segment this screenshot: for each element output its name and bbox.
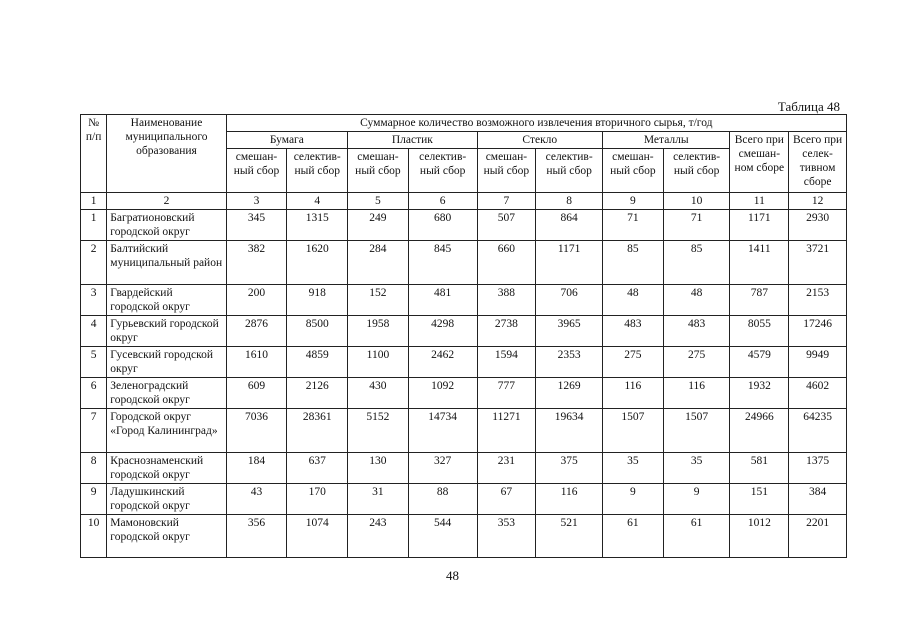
value-cell: 35	[663, 453, 730, 484]
value-cell: 1620	[287, 241, 348, 285]
table-row	[81, 409, 847, 453]
value-cell: 31	[348, 484, 409, 515]
value-cell: 243	[348, 515, 409, 558]
value-cell: 1507	[663, 409, 730, 453]
value-cell: 4859	[287, 347, 348, 378]
value-cell: 1958	[348, 316, 409, 347]
value-cell: 14734	[408, 409, 477, 453]
table-row	[81, 316, 847, 347]
value-cell: 61	[603, 515, 664, 558]
value-cell: 483	[603, 316, 664, 347]
value-cell: 64235	[789, 409, 847, 453]
value-cell: 637	[287, 453, 348, 484]
header-all-mixed: Всего при смешан-ном сборе	[730, 132, 789, 193]
value-cell: 43	[226, 484, 287, 515]
value-cell: 85	[663, 241, 730, 285]
col-number: 6	[408, 193, 477, 210]
row-number: 7	[81, 409, 107, 453]
header-selective: селектив-ный сбор	[536, 149, 603, 193]
value-cell: 152	[348, 285, 409, 316]
value-cell: 11271	[477, 409, 536, 453]
value-cell: 2153	[789, 285, 847, 316]
table-caption: Таблица 48	[777, 99, 840, 114]
col-number: 10	[663, 193, 730, 210]
table-row	[81, 347, 847, 378]
column-numbers-row	[81, 193, 847, 210]
municipality-name: Зеленоградский городской округ	[107, 378, 226, 409]
page-number: 48	[446, 568, 459, 583]
municipality-name: Краснознаменский городской округ	[107, 453, 226, 484]
value-cell: 483	[663, 316, 730, 347]
value-cell: 8055	[730, 316, 789, 347]
value-cell: 581	[730, 453, 789, 484]
row-number: 10	[81, 515, 107, 558]
value-cell: 1315	[287, 210, 348, 241]
col-number: 8	[536, 193, 603, 210]
value-cell: 353	[477, 515, 536, 558]
recyclables-table	[80, 114, 847, 558]
municipality-name: Гвардейский городской округ	[107, 285, 226, 316]
row-number: 2	[81, 241, 107, 285]
value-cell: 1594	[477, 347, 536, 378]
table-row	[81, 515, 847, 558]
table-row	[81, 484, 847, 515]
value-cell: 1074	[287, 515, 348, 558]
value-cell: 356	[226, 515, 287, 558]
municipality-name: Гусевский городской округ	[107, 347, 226, 378]
header-group-plastic: Пластик	[348, 132, 478, 149]
value-cell: 19634	[536, 409, 603, 453]
value-cell: 384	[789, 484, 847, 515]
header-mixed: смешан-ный сбор	[603, 149, 664, 193]
value-cell: 71	[603, 210, 664, 241]
value-cell: 521	[536, 515, 603, 558]
col-number: 4	[287, 193, 348, 210]
value-cell: 388	[477, 285, 536, 316]
value-cell: 1100	[348, 347, 409, 378]
value-cell: 24966	[730, 409, 789, 453]
value-cell: 7036	[226, 409, 287, 453]
header-mixed: смешан-ный сбор	[477, 149, 536, 193]
value-cell: 2876	[226, 316, 287, 347]
value-cell: 61	[663, 515, 730, 558]
value-cell: 2353	[536, 347, 603, 378]
header-selective: селектив-ный сбор	[663, 149, 730, 193]
value-cell: 116	[603, 378, 664, 409]
value-cell: 777	[477, 378, 536, 409]
row-number: 1	[81, 210, 107, 241]
col-number: 2	[107, 193, 226, 210]
value-cell: 17246	[789, 316, 847, 347]
value-cell: 680	[408, 210, 477, 241]
value-cell: 1507	[603, 409, 664, 453]
value-cell: 1171	[536, 241, 603, 285]
value-cell: 71	[663, 210, 730, 241]
header-mixed: смешан-ный сбор	[348, 149, 409, 193]
table-row	[81, 210, 847, 241]
col-number: 5	[348, 193, 409, 210]
value-cell: 200	[226, 285, 287, 316]
table-row	[81, 285, 847, 316]
table-row	[81, 378, 847, 409]
col-number: 3	[226, 193, 287, 210]
value-cell: 88	[408, 484, 477, 515]
value-cell: 35	[603, 453, 664, 484]
value-cell: 48	[603, 285, 664, 316]
municipality-name: Гурьевский городской округ	[107, 316, 226, 347]
value-cell: 2126	[287, 378, 348, 409]
value-cell: 1171	[730, 210, 789, 241]
header-selective: селектив-ный сбор	[287, 149, 348, 193]
municipality-name: Багратионовский городской округ	[107, 210, 226, 241]
value-cell: 231	[477, 453, 536, 484]
value-cell: 430	[348, 378, 409, 409]
value-cell: 85	[603, 241, 664, 285]
value-cell: 275	[603, 347, 664, 378]
value-cell: 4602	[789, 378, 847, 409]
value-cell: 9	[663, 484, 730, 515]
value-cell: 544	[408, 515, 477, 558]
value-cell: 275	[663, 347, 730, 378]
value-cell: 5152	[348, 409, 409, 453]
value-cell: 345	[226, 210, 287, 241]
value-cell: 4298	[408, 316, 477, 347]
value-cell: 9	[603, 484, 664, 515]
value-cell: 2930	[789, 210, 847, 241]
value-cell: 116	[536, 484, 603, 515]
col-number: 7	[477, 193, 536, 210]
header-all-selective: Всего при селек-тивном сборе	[789, 132, 847, 193]
value-cell: 1012	[730, 515, 789, 558]
col-number: 1	[81, 193, 107, 210]
header-num: № п/п	[81, 115, 107, 193]
value-cell: 507	[477, 210, 536, 241]
value-cell: 170	[287, 484, 348, 515]
value-cell: 3721	[789, 241, 847, 285]
municipality-name: Мамоновский городской округ	[107, 515, 226, 558]
col-number: 12	[789, 193, 847, 210]
value-cell: 116	[663, 378, 730, 409]
value-cell: 9949	[789, 347, 847, 378]
value-cell: 284	[348, 241, 409, 285]
value-cell: 706	[536, 285, 603, 316]
row-number: 9	[81, 484, 107, 515]
value-cell: 1411	[730, 241, 789, 285]
value-cell: 1375	[789, 453, 847, 484]
value-cell: 4579	[730, 347, 789, 378]
value-cell: 249	[348, 210, 409, 241]
value-cell: 184	[226, 453, 287, 484]
header-name: Наименование муниципального образования	[107, 115, 226, 193]
value-cell: 2462	[408, 347, 477, 378]
header-selective: селектив-ный сбор	[408, 149, 477, 193]
header-total: Суммарное количество возможного извлечения вторичного сырья, т/год	[226, 115, 846, 132]
header-group-paper: Бумага	[226, 132, 347, 149]
row-number: 8	[81, 453, 107, 484]
header-group-glass: Стекло	[477, 132, 602, 149]
value-cell: 327	[408, 453, 477, 484]
row-number: 4	[81, 316, 107, 347]
table-row	[81, 453, 847, 484]
value-cell: 382	[226, 241, 287, 285]
value-cell: 609	[226, 378, 287, 409]
value-cell: 8500	[287, 316, 348, 347]
header-mixed: смешан-ный сбор	[226, 149, 287, 193]
value-cell: 375	[536, 453, 603, 484]
value-cell: 2738	[477, 316, 536, 347]
row-number: 5	[81, 347, 107, 378]
value-cell: 28361	[287, 409, 348, 453]
value-cell: 1269	[536, 378, 603, 409]
value-cell: 845	[408, 241, 477, 285]
municipality-name: Городской округ «Город Калининград»	[107, 409, 226, 453]
municipality-name: Балтийский муниципальный район	[107, 241, 226, 285]
header-group-metals: Металлы	[603, 132, 730, 149]
col-number: 9	[603, 193, 664, 210]
value-cell: 864	[536, 210, 603, 241]
value-cell: 3965	[536, 316, 603, 347]
value-cell: 1932	[730, 378, 789, 409]
value-cell: 130	[348, 453, 409, 484]
value-cell: 48	[663, 285, 730, 316]
col-number: 11	[730, 193, 789, 210]
value-cell: 918	[287, 285, 348, 316]
value-cell: 151	[730, 484, 789, 515]
municipality-name: Ладушкинский городской округ	[107, 484, 226, 515]
value-cell: 481	[408, 285, 477, 316]
value-cell: 1610	[226, 347, 287, 378]
value-cell: 660	[477, 241, 536, 285]
value-cell: 1092	[408, 378, 477, 409]
table-row	[81, 241, 847, 285]
value-cell: 787	[730, 285, 789, 316]
value-cell: 67	[477, 484, 536, 515]
row-number: 3	[81, 285, 107, 316]
value-cell: 2201	[789, 515, 847, 558]
row-number: 6	[81, 378, 107, 409]
